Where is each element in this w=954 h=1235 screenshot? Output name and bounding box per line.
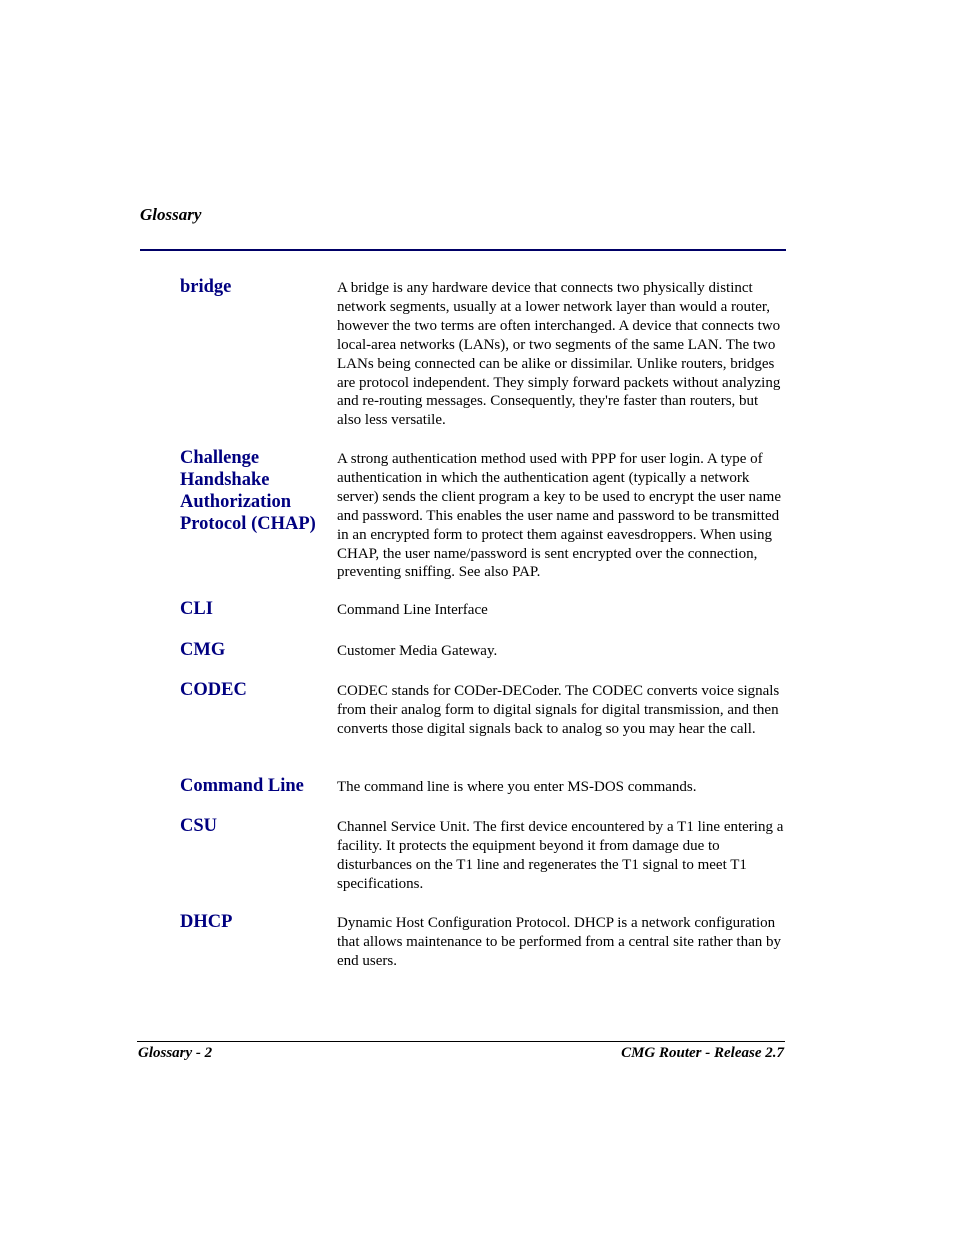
footer-divider: [137, 1041, 785, 1042]
glossary-term: CMG: [180, 640, 226, 660]
glossary-term: Challenge Handshake Authorization Protocol (CHAP): [180, 448, 316, 534]
footer-page-label: Glossary - 2: [138, 1045, 213, 1061]
glossary-definition: A strong authentication method used with PPP for user login. A type of authentication in which the authentication agent (typically a network server) sends the client program a key to be used to encrypt the user name and password. This enables the user name and password to be transmitted in an encrypted form to protect them against eavesdroppers. When using CHAP, the user name/password is sent encrypted over the connection, preventing sniffing. See also PAP.: [337, 451, 782, 581]
glossary-definition: Channel Service Unit. The first device encountered by a T1 line entering a facility. It protects the equipment beyond it from damage due to disturbances on the T1 line and regenerates the T1 signal to meet T1 specifications.: [337, 819, 784, 892]
glossary-term: Command Line: [180, 776, 304, 796]
glossary-definition: Dynamic Host Configuration Protocol. DHCP is a network configuration that allows maintenance to be performed from a central site rather than by end users.: [337, 915, 781, 969]
glossary-term: CSU: [180, 816, 218, 836]
glossary-term: DHCP: [180, 912, 233, 932]
glossary-definition: The command line is where you enter MS-DOS commands.: [337, 779, 697, 795]
glossary-definition: CODEC stands for CODer-DECoder. The CODEC converts voice signals from their analog form to digital signals for digital transmission, and then converts those digital signals back to analog so you may hear the call.: [337, 683, 780, 737]
glossary-term: bridge: [180, 277, 232, 297]
glossary-term: CODEC: [180, 680, 247, 700]
glossary-term: CLI: [180, 599, 213, 619]
glossary-definition: Customer Media Gateway.: [337, 643, 498, 659]
page-header-title: Glossary: [140, 205, 202, 224]
glossary-definition: A bridge is any hardware device that connects two physically distinct network segments, usually at a lower network layer than would a router, however the two terms are often interchanged. A device that connects two local-area networks (LANs), or two segments of the same LAN. The two LANs being connected can be alike or dissimilar. Unlike routers, bridges are protocol independent. They simply forward packets without analyzing and re-routing messages. Consequently, they're faster than routers, but also less versatile.: [337, 280, 781, 429]
glossary-definition: Command Line Interface: [337, 602, 488, 618]
footer-document-title: CMG Router - Release 2.7: [621, 1045, 784, 1061]
